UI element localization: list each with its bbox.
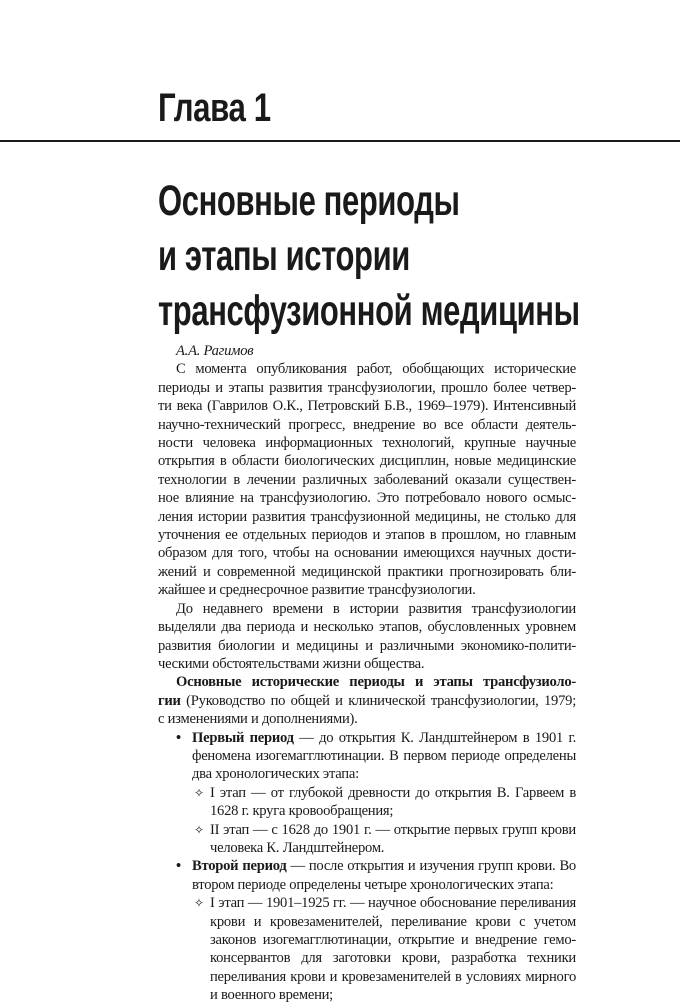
- diamond-star-icon: ✧: [194, 896, 204, 911]
- text-line: До недавнего времени в истории развития трансфузиологии: [176, 600, 576, 617]
- text-line: переливания крови и кровезаменителей в условиях мирного: [210, 968, 576, 985]
- text-line: выделяли два периода и несколько этапов, обусловленных уровнем: [158, 619, 576, 636]
- period-text: — до открытия К. Ландштейнером в 1901 г.: [293, 729, 576, 746]
- list-item: [158, 857, 576, 875]
- sub-list-item: [158, 821, 576, 839]
- chapter-heading: Глава 1: [158, 86, 271, 130]
- text-line: научно-технический прогресс, внедрение во все области деятель-: [158, 416, 576, 433]
- text-line: крови и кровезаменителей, переливание крови с учетом: [210, 913, 576, 930]
- text-line: периоды и этапы развития трансфузиологии, прошло более четвер-: [158, 379, 576, 396]
- text-line: с изменениями и дополнениями).: [158, 711, 358, 728]
- period-label: Второй период: [192, 858, 287, 875]
- text-line: ти века (Гаврилов О.К., Петровский Б.В., 1969–1979). Интенсивный: [158, 398, 576, 415]
- text-line: С момента опубликования работ, обобщающих исторические: [176, 361, 576, 378]
- text-line: образом для того, чтобы на основании имеющихся научных дости-: [158, 545, 576, 562]
- bullet-icon: •: [176, 858, 181, 875]
- title-line: и этапы истории: [158, 232, 410, 280]
- sub-list-item: [158, 784, 576, 802]
- section-heading-end: гии: [158, 692, 181, 709]
- text-line: втором периоде определены четыре хронологических этапа:: [192, 876, 554, 893]
- text-line: феномена изогемагглютинации. В первом периоде определены: [192, 747, 576, 764]
- text-line: ности человека информационных технологий, крупные научные: [158, 435, 576, 452]
- text-line: два хронологических этапа:: [192, 766, 359, 783]
- period-label: Первый период: [192, 729, 294, 746]
- text-line: уточнения ее отдельных периодов и этапов в прошлом, но главным: [158, 527, 576, 544]
- diamond-star-icon: ✧: [194, 822, 204, 837]
- title-line: Основные периоды: [158, 177, 460, 225]
- diamond-star-icon: ✧: [194, 785, 204, 800]
- title-line: трансфузионной медицины: [158, 287, 580, 335]
- list-item: [158, 729, 576, 747]
- chapter-title: [158, 174, 580, 339]
- text-line: ное влияние на трансфузиологию. Это потребовало нового осмыс-: [158, 490, 576, 507]
- text-line: ческими обстоятельствами жизни общества.: [158, 655, 425, 672]
- text-line: консервантов для заготовки крови, разработка техники: [210, 950, 576, 967]
- sub-list-item: [158, 894, 576, 912]
- text-line: человека К. Ландштейнером.: [210, 839, 385, 856]
- body-text: [158, 342, 576, 1005]
- text-line: [158, 692, 576, 710]
- text-line: 1628 г. круга кровообращения;: [210, 803, 394, 820]
- text-line: открытия в области биологических дисциплин, новые медицинские: [158, 453, 576, 470]
- bullet-icon: •: [176, 729, 181, 746]
- period-text: — после открытия и изучения групп крови. Во: [286, 858, 576, 875]
- stage-text: II этап — с 1628 до 1901 г. — открытие первых групп крови: [210, 821, 576, 838]
- stage-text: I этап — от глубокой древности до открытия В. Гарвеем в: [210, 784, 576, 801]
- author-name: А.А. Рагимов: [176, 343, 254, 359]
- text-line: законов изогемагглютинации, открытие и внедрение гемо-: [210, 932, 576, 948]
- text-line: ления истории развития трансфузионной медицины, не столько для: [158, 508, 576, 525]
- text-line: развития биологии и медицины и различными экономико-полити-: [158, 637, 576, 654]
- text-line: жайшее и среднесрочное развитие трансфузиологии.: [158, 582, 476, 599]
- text-line: жений и современной медицинской практики прогнозировать бли-: [158, 563, 576, 580]
- text-line: технологии в лечении различных заболеваний оказали существен-: [158, 471, 576, 488]
- chapter-divider: [0, 140, 680, 142]
- section-heading: Основные исторические периоды и этапы трансфузиоло-: [176, 674, 576, 691]
- section-heading-note: (Руководство по общей и клинической трансфузиологии, 1979;: [180, 692, 576, 709]
- text-line: и военного времени;: [210, 987, 333, 1004]
- stage-text: I этап — 1901–1925 гг. — научное обоснование переливания: [210, 895, 576, 912]
